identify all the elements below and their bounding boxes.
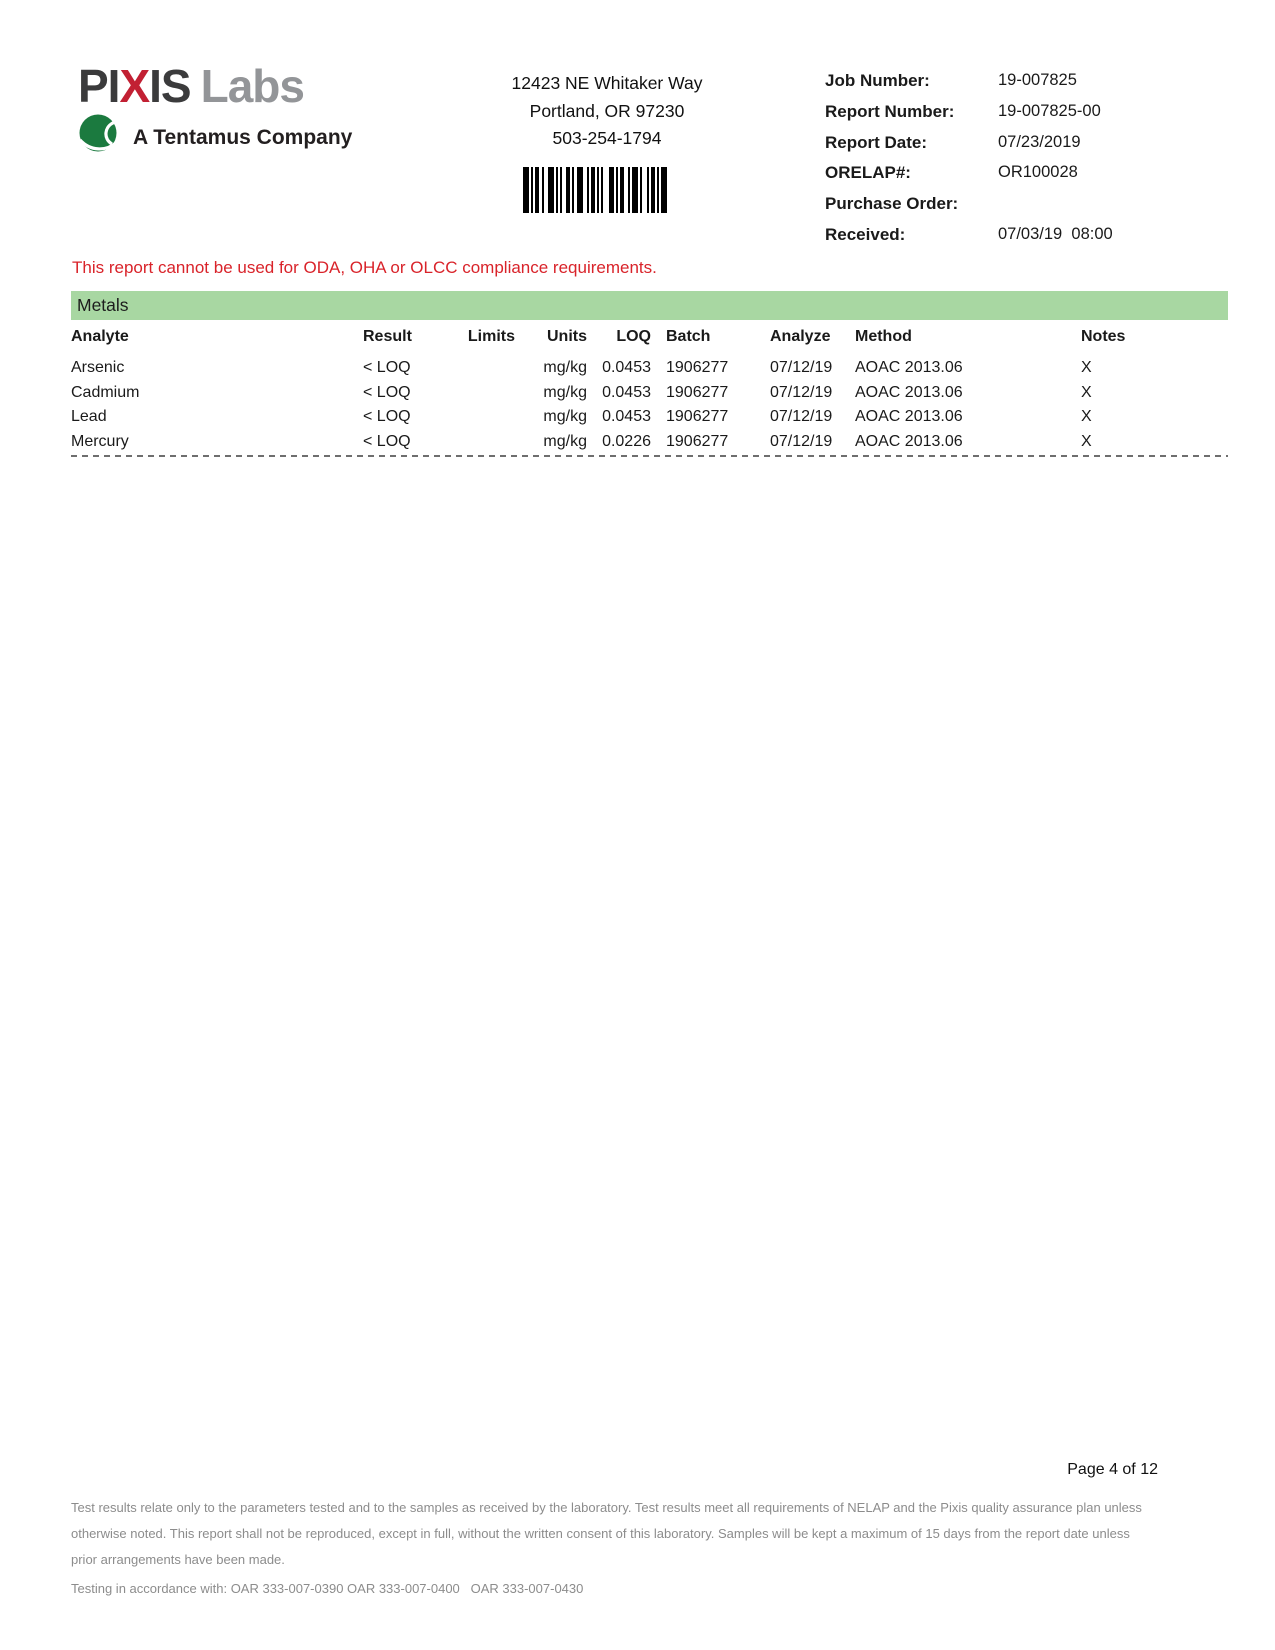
- column-header-notes: Notes: [1081, 328, 1126, 345]
- cell-limits: [461, 356, 515, 381]
- cell-loq: 0.0453: [602, 383, 651, 401]
- info-row-report-number: [825, 102, 1155, 133]
- cell-batch: 1906277: [666, 432, 729, 450]
- logo-tagline-row: [78, 113, 352, 162]
- cell-notes: X: [1081, 432, 1092, 450]
- lab-phone: 503-254-1794: [552, 128, 662, 148]
- cell-method: AOAC 2013.06: [855, 408, 963, 426]
- info-label: Job Number:: [825, 71, 930, 90]
- table-row-lead: [71, 405, 1228, 430]
- logo-text-labs: Labs: [200, 60, 304, 112]
- footer-disclaimer: Test results relate only to the parameters tested and to the samples as received by the laboratory. Test results meet all requirements of NELAP and the Pixis quality assurance plan unless otherwise noted. This report shall not be reproduced, except in full, without the written consent of this laboratory. Samples will be kept a maximum of 15 days from the report date unless prior arrangements have been made.: [71, 1500, 1142, 1567]
- cell-analyte: Arsenic: [71, 359, 125, 377]
- info-row-job-number: [825, 71, 1155, 102]
- cell-limits: [461, 381, 515, 406]
- column-header-limits: Limits: [467, 328, 515, 345]
- lab-address-line1: 12423 NE Whitaker Way: [511, 73, 703, 93]
- cell-limits: [461, 430, 515, 455]
- cell-batch: 1906277: [666, 359, 729, 377]
- metals-results-table: [71, 324, 1228, 454]
- info-label: ORELAP#:: [825, 163, 911, 183]
- table-end-dashed-divider: [71, 455, 1228, 457]
- column-header-units: Units: [547, 328, 587, 345]
- column-header-result: Result: [363, 328, 412, 345]
- pixis-labs-logo: [78, 62, 352, 162]
- cell-method: AOAC 2013.06: [855, 432, 963, 450]
- cell-notes: X: [1081, 408, 1092, 426]
- info-value: OR100028: [998, 163, 1078, 182]
- logo-text-x: X: [119, 60, 150, 112]
- logo-text-is: IS: [149, 60, 191, 112]
- barcode: [523, 167, 667, 213]
- cell-notes: X: [1081, 383, 1092, 401]
- cell-loq: 0.0226: [602, 432, 651, 450]
- info-label: Report Number:: [825, 101, 955, 121]
- report-info-panel: [825, 71, 1155, 256]
- logo-wordmark: [78, 62, 352, 110]
- section-title: Metals: [77, 295, 129, 315]
- column-header-analyte: Analyte: [71, 328, 129, 345]
- cell-loq: 0.0453: [602, 359, 651, 377]
- table-row-mercury: [71, 430, 1228, 455]
- column-header-loq: LOQ: [616, 328, 651, 345]
- table-row-arsenic: [71, 356, 1228, 381]
- lab-address-line2: Portland, OR 97230: [529, 100, 685, 121]
- logo-text-pi: PI: [78, 60, 120, 112]
- cell-units: mg/kg: [543, 359, 587, 377]
- compliance-warning: This report cannot be used for ODA, OHA or OLCC compliance requirements.: [72, 258, 657, 277]
- cell-loq: 0.0453: [602, 408, 651, 426]
- info-label: Report Date:: [825, 132, 928, 152]
- cell-batch: 1906277: [666, 383, 729, 401]
- info-row-purchase-order: [825, 194, 1155, 225]
- tentamus-leaf-icon: [78, 113, 124, 162]
- column-header-batch: Batch: [666, 328, 711, 345]
- cell-method: AOAC 2013.06: [855, 383, 963, 401]
- logo-tagline: A Tentamus Company: [133, 125, 353, 149]
- cell-analyte: Mercury: [71, 432, 129, 450]
- cell-limits: [461, 405, 515, 430]
- cell-result: < LOQ: [363, 432, 411, 450]
- cell-analyze: 07/12/19: [770, 359, 833, 377]
- info-row-orelap: [825, 163, 1155, 194]
- table-header-row: [71, 324, 1228, 356]
- cell-analyze: 07/12/19: [770, 408, 833, 426]
- table-row-cadmium: [71, 381, 1228, 406]
- info-value: 07/03/19 08:00: [998, 224, 1113, 243]
- cell-notes: X: [1081, 359, 1092, 377]
- cell-analyte: Lead: [71, 408, 107, 426]
- cell-method: AOAC 2013.06: [855, 359, 963, 377]
- cell-units: mg/kg: [543, 408, 587, 426]
- footer-accordance: Testing in accordance with: OAR 333-007-0390 OAR 333-007-0400 OAR 333-007-0430: [71, 1581, 584, 1596]
- cell-batch: 1906277: [666, 408, 729, 426]
- cell-result: < LOQ: [363, 383, 411, 401]
- cell-analyte: Cadmium: [71, 383, 140, 401]
- page-number: Page 4 of 12: [1067, 1461, 1158, 1478]
- cell-units: mg/kg: [543, 383, 587, 401]
- cell-units: mg/kg: [543, 432, 587, 450]
- cell-result: < LOQ: [363, 359, 411, 377]
- metals-section-bar: [71, 291, 1228, 320]
- column-header-method: Method: [855, 328, 912, 345]
- info-value: 19-007825: [998, 71, 1077, 89]
- info-label: Received:: [825, 224, 906, 244]
- info-row-received: [825, 225, 1155, 256]
- column-header-analyze: Analyze: [770, 328, 831, 345]
- info-label: Purchase Order:: [825, 194, 959, 214]
- info-value: 19-007825-00: [998, 101, 1101, 120]
- info-row-report-date: [825, 133, 1155, 164]
- cell-result: < LOQ: [363, 408, 411, 426]
- cell-analyze: 07/12/19: [770, 432, 833, 450]
- results-table-container: [71, 324, 1228, 454]
- info-value: 07/23/2019: [998, 132, 1081, 151]
- cell-analyze: 07/12/19: [770, 383, 833, 401]
- lab-contact-block: [440, 70, 774, 153]
